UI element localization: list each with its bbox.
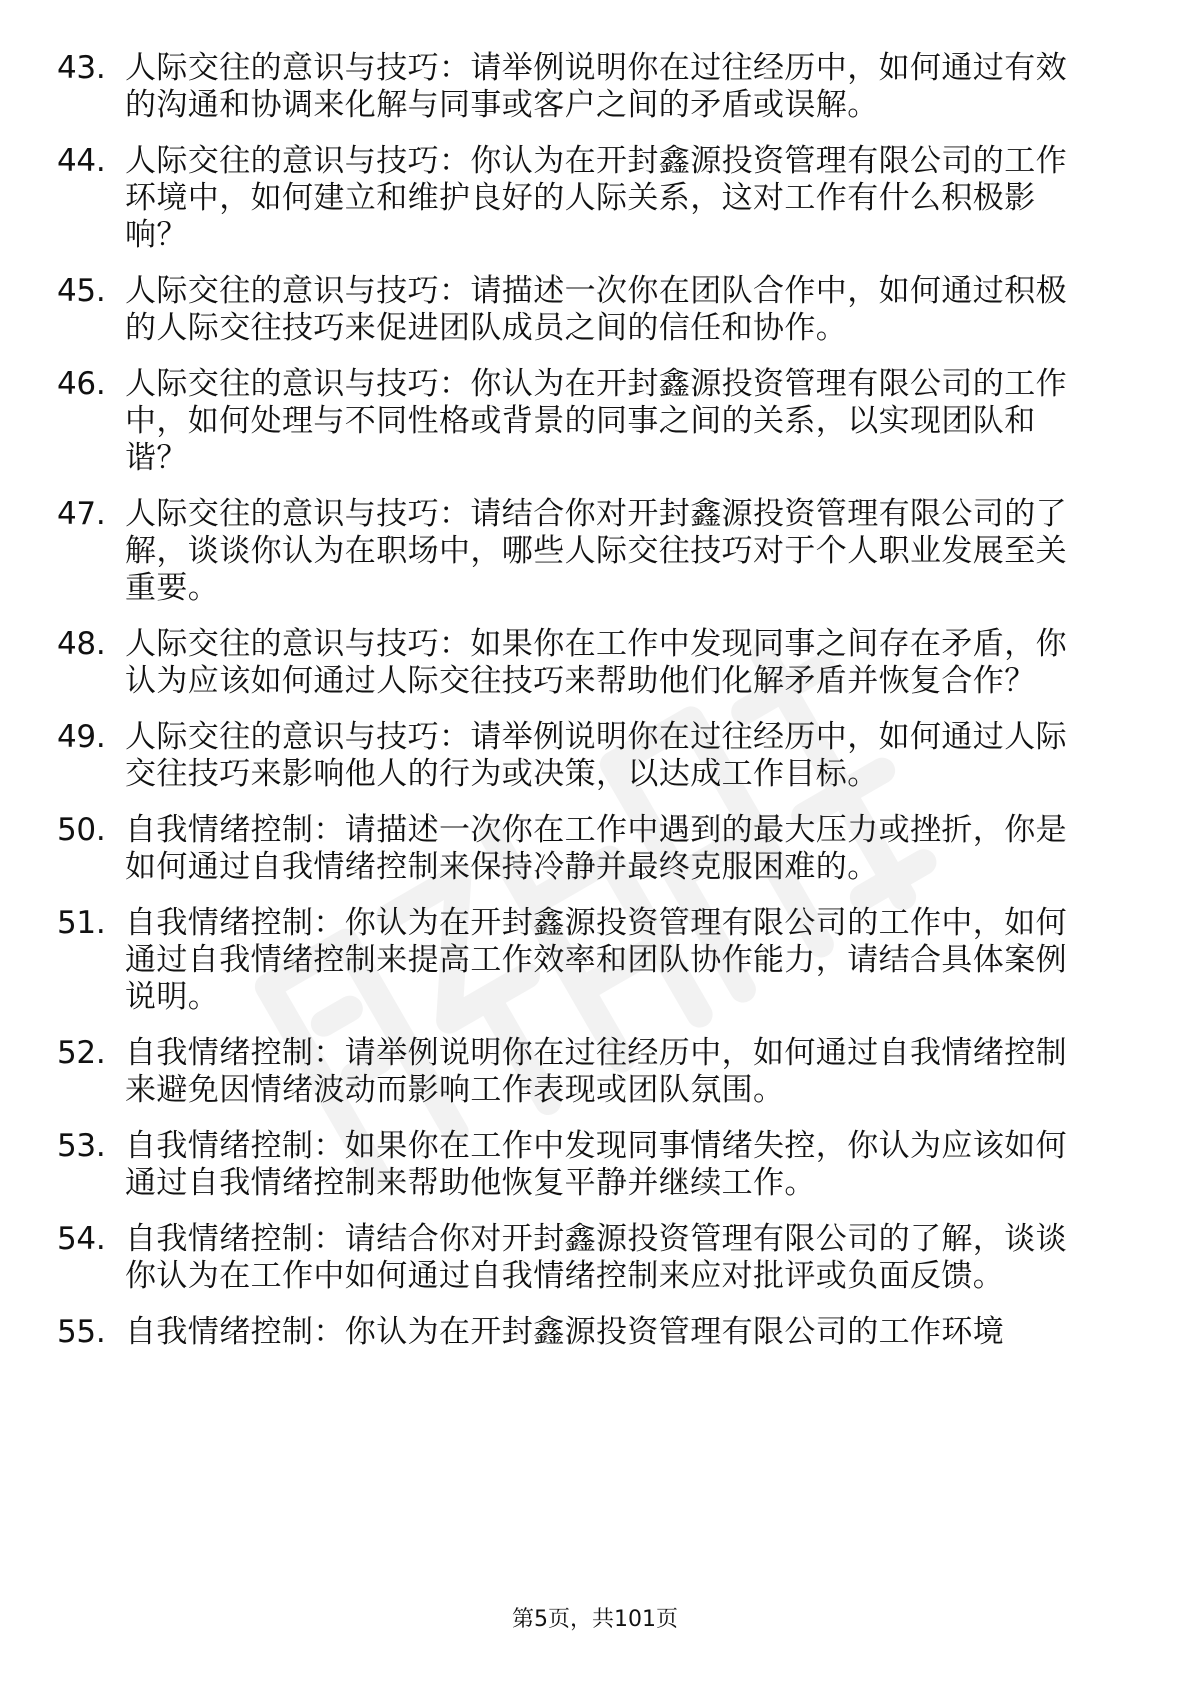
question-text: 人际交往的意识与技巧：请举例说明你在过往经历中，如何通过人际交往技巧来影响他人的行为或决策，以达成工作目标。 [125, 719, 1067, 792]
question-text: 自我情绪控制：你认为在开封鑫源投资管理有限公司的工作中，如何通过自我情绪控制来提高工作效率和团队协作能力，请结合具体案例说明。 [125, 905, 1067, 1015]
question-text: 自我情绪控制：请举例说明你在过往经历中，如何通过自我情绪控制来避免因情绪波动而影响工作表现或团队氛围。 [125, 1035, 1067, 1108]
question-number: 45. [57, 273, 106, 309]
question-number: 49. [57, 719, 106, 755]
question-item-55 [57, 1314, 1120, 1351]
question-number: 53. [57, 1128, 106, 1164]
question-item-52 [57, 1035, 1120, 1109]
question-item-53 [57, 1128, 1120, 1202]
question-text: 自我情绪控制：如果你在工作中发现同事情绪失控，你认为应该如何通过自我情绪控制来帮助他恢复平静并继续工作。 [125, 1128, 1067, 1201]
question-item-43 [57, 50, 1120, 124]
question-number: 44. [57, 143, 106, 179]
question-text: 自我情绪控制：请结合你对开封鑫源投资管理有限公司的了解，谈谈你认为在工作中如何通过自我情绪控制来应对批评或负面反馈。 [125, 1221, 1067, 1294]
question-item-49 [57, 719, 1120, 793]
question-item-50 [57, 812, 1120, 886]
question-item-51 [57, 905, 1120, 1016]
page-footer: 第5页，共101页 [512, 1607, 678, 1632]
question-list [0, 50, 1190, 1370]
question-item-54 [57, 1221, 1120, 1295]
question-text: 人际交往的意识与技巧：如果你在工作中发现同事之间存在矛盾，你认为应该如何通过人际交往技巧来帮助他们化解矛盾并恢复合作？ [125, 626, 1067, 699]
question-text: 自我情绪控制：请描述一次你在工作中遇到的最大压力或挫折，你是如何通过自我情绪控制来保持冷静并最终克服困难的。 [125, 812, 1067, 885]
question-number: 50. [57, 812, 106, 848]
question-text: 人际交往的意识与技巧：请举例说明你在过往经历中，如何通过有效的沟通和协调来化解与同事或客户之间的矛盾或误解。 [125, 50, 1067, 123]
question-text: 人际交往的意识与技巧：你认为在开封鑫源投资管理有限公司的工作环境中，如何建立和维护良好的人际关系，这对工作有什么积极影响？ [125, 143, 1067, 253]
question-number: 46. [57, 366, 106, 402]
question-number: 52. [57, 1035, 106, 1071]
question-number: 51. [57, 905, 106, 941]
question-text: 人际交往的意识与技巧：请结合你对开封鑫源投资管理有限公司的了解，谈谈你认为在职场中，哪些人际交往技巧对于个人职业发展至关重要。 [125, 496, 1067, 606]
question-number: 43. [57, 50, 106, 86]
question-text: 人际交往的意识与技巧：请描述一次你在团队合作中，如何通过积极的人际交往技巧来促进团队成员之间的信任和协作。 [125, 273, 1067, 346]
question-number: 54. [57, 1221, 106, 1257]
question-text: 人际交往的意识与技巧：你认为在开封鑫源投资管理有限公司的工作中，如何处理与不同性格或背景的同事之间的关系，以实现团队和谐？ [125, 366, 1067, 476]
question-number: 55. [57, 1314, 106, 1350]
question-item-47 [57, 496, 1120, 607]
question-item-46 [57, 366, 1120, 477]
question-number: 47. [57, 496, 106, 532]
question-item-48 [57, 626, 1120, 700]
question-number: 48. [57, 626, 106, 662]
question-item-44 [57, 143, 1120, 254]
question-item-45 [57, 273, 1120, 347]
question-text: 自我情绪控制：你认为在开封鑫源投资管理有限公司的工作环境 [125, 1314, 1005, 1350]
